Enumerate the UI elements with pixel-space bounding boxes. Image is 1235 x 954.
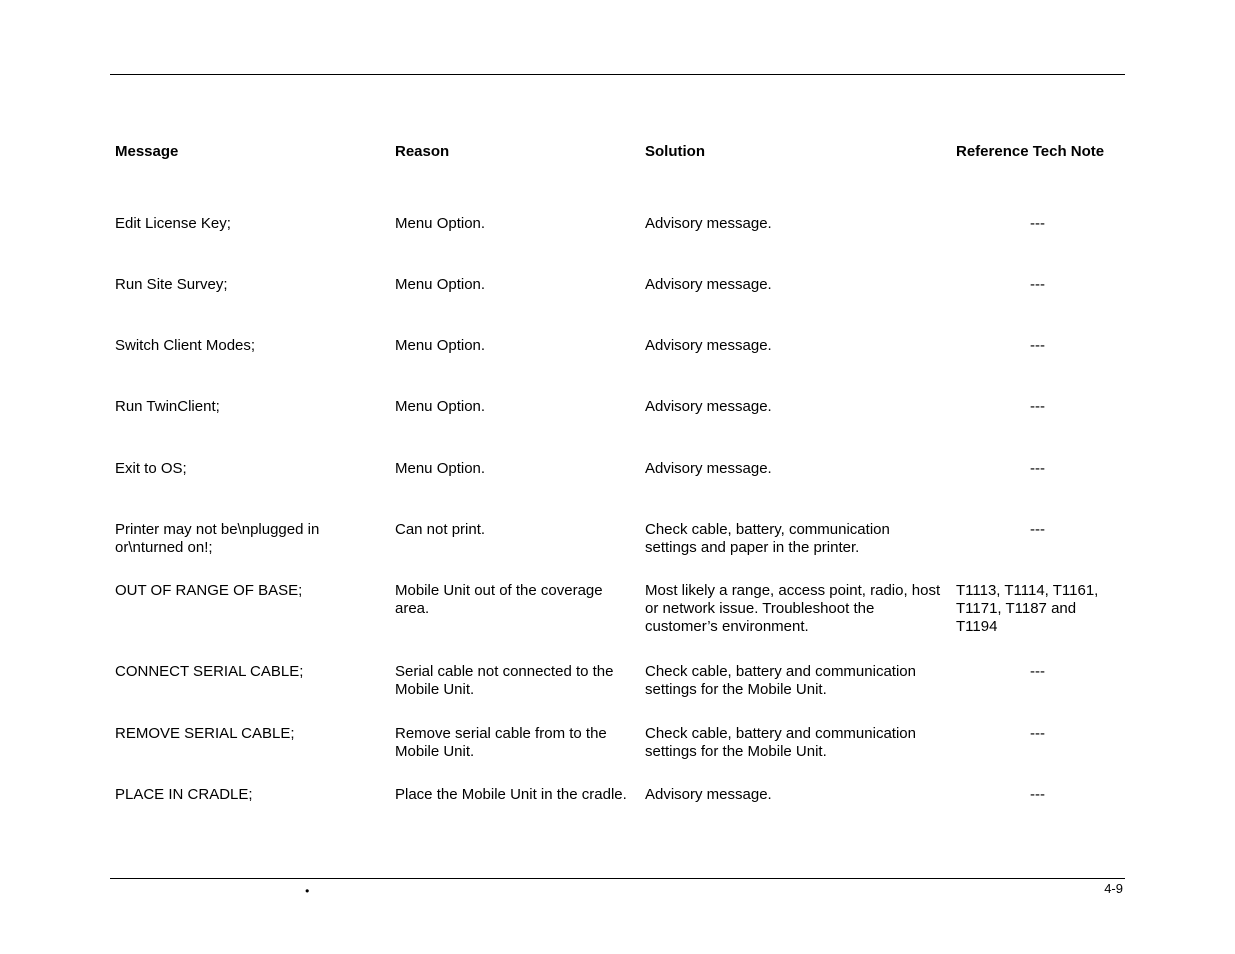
cell-reason: Mobile Unit out of the coverage area.: [395, 582, 603, 617]
cell-reason: Menu Option.: [395, 460, 486, 477]
cell-solution: Advisory message.: [645, 398, 772, 415]
cell-message: Exit to OS;: [115, 460, 187, 477]
cell-message: Printer may not be\nplugged in or\nturned on!;: [115, 521, 320, 556]
cell-message: REMOVE SERIAL CABLE;: [115, 725, 295, 742]
cell-solution: Advisory message.: [645, 215, 772, 232]
cell-solution: Most likely a range, access point, radio, host or network issue. Troubleshoot the customer’s environment.: [645, 582, 941, 635]
cell-solution: Advisory message.: [645, 337, 772, 354]
cell-message: Run TwinClient;: [115, 398, 220, 415]
page-number: 4-9: [1104, 881, 1123, 896]
cell-reason: Place the Mobile Unit in the cradle.: [395, 786, 627, 803]
cell-message: CONNECT SERIAL CABLE;: [115, 663, 304, 680]
cell-message: Edit License Key;: [115, 215, 231, 232]
cell-solution: Check cable, battery, communication settings and paper in the printer.: [645, 521, 890, 556]
cell-solution: Check cable, battery and communication settings for the Mobile Unit.: [645, 725, 916, 760]
cell-reason: Menu Option.: [395, 215, 486, 232]
cell-message: PLACE IN CRADLE;: [115, 786, 253, 803]
cell-solution: Advisory message.: [645, 460, 772, 477]
cell-message: Switch Client Modes;: [115, 337, 256, 354]
cell-reference: ---: [1030, 337, 1045, 354]
header-message: Message: [115, 143, 179, 160]
cell-reference: ---: [1030, 215, 1045, 232]
cell-reason: Remove serial cable from to the Mobile Unit.: [395, 725, 607, 760]
cell-reference: ---: [1030, 725, 1045, 742]
cell-reason: Menu Option.: [395, 337, 486, 354]
cell-reason: Menu Option.: [395, 398, 486, 415]
cell-solution: Check cable, battery and communication settings for the Mobile Unit.: [645, 663, 916, 698]
header-reason: Reason: [395, 143, 450, 160]
cell-reference: ---: [1030, 521, 1045, 538]
cell-solution: Advisory message.: [645, 786, 772, 803]
cell-reference: ---: [1030, 398, 1045, 415]
cell-message: OUT OF RANGE OF BASE;: [115, 582, 303, 599]
cell-reference: ---: [1030, 663, 1045, 680]
header-rule: [110, 74, 1125, 75]
footer-rule: [110, 878, 1125, 879]
cell-reference: ---: [1030, 460, 1045, 477]
header-reference: Reference Tech Note: [956, 143, 1105, 160]
cell-message: Run Site Survey;: [115, 276, 228, 293]
cell-reason: Can not print.: [395, 521, 486, 538]
cell-reference: ---: [1030, 276, 1045, 293]
header-solution: Solution: [645, 143, 705, 160]
cell-solution: Advisory message.: [645, 276, 772, 293]
cell-reason: Serial cable not connected to the Mobile Unit.: [395, 663, 614, 698]
cell-reference: ---: [1030, 786, 1045, 803]
cell-reason: Menu Option.: [395, 276, 486, 293]
cell-reference: T1113, T1114, T1161, T1171, T1187 and T1194: [956, 582, 1099, 635]
table-header: [0, 143, 1235, 163]
footer-bullet: •: [305, 884, 310, 898]
